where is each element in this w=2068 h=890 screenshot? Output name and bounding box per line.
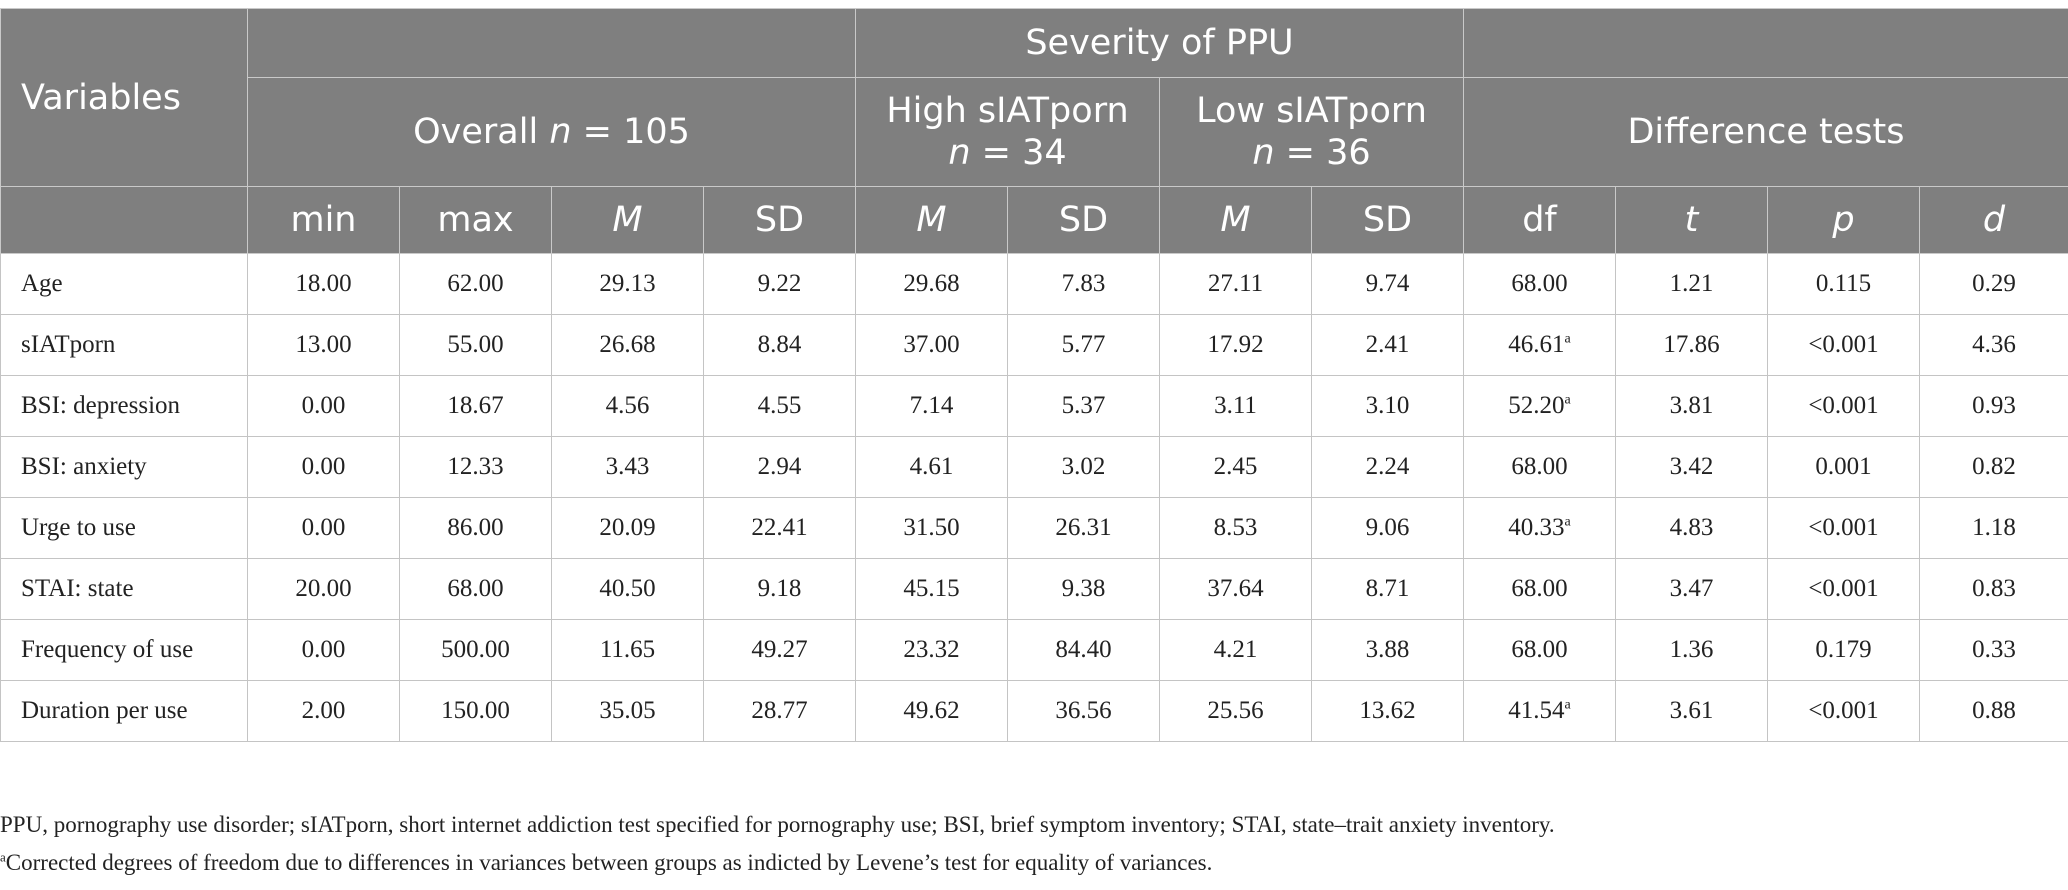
cell-high-m: 31.50	[856, 498, 1008, 559]
col-header-low-sd: SD	[1312, 187, 1464, 254]
cell-low-m: 8.53	[1160, 498, 1312, 559]
cell-max: 150.00	[400, 681, 552, 742]
cell-d: 0.83	[1920, 559, 2068, 620]
table-row	[1, 376, 2068, 437]
cell-min: 0.00	[248, 437, 400, 498]
cell-df: 46.61$^a$	[1464, 315, 1616, 376]
low-siatporn-header: Low sIATporn n = 36	[1160, 78, 1464, 187]
col-header-overall-sd: SD	[704, 187, 856, 254]
cell-t: 3.47	[1616, 559, 1768, 620]
cell-t: 3.81	[1616, 376, 1768, 437]
cell-min: 0.00	[248, 376, 400, 437]
cell-high-sd: 5.77	[1008, 315, 1160, 376]
cell-d: 0.33	[1920, 620, 2068, 681]
cell-low-sd: 9.06	[1312, 498, 1464, 559]
variables-header: Variables	[1, 9, 248, 187]
cell-low-sd: 3.10	[1312, 376, 1464, 437]
cell-t: 3.42	[1616, 437, 1768, 498]
cell-min: 0.00	[248, 498, 400, 559]
abbreviations-note: PPU, pornography use disorder; sIATporn, short internet addiction test specified for pornography use; BSI, brief symptom inventory; STAI, state–trait anxiety inventory.	[0, 812, 1555, 837]
cell-overall-sd: 9.18	[704, 559, 856, 620]
table-notes	[0, 806, 1555, 882]
cell-high-sd: 26.31	[1008, 498, 1160, 559]
cell-overall-m: 40.50	[552, 559, 704, 620]
cell-t: 1.36	[1616, 620, 1768, 681]
cell-p: <0.001	[1768, 315, 1920, 376]
cell-max: 12.33	[400, 437, 552, 498]
cell-overall-sd: 22.41	[704, 498, 856, 559]
col-header-min: min	[248, 187, 400, 254]
cell-min: 2.00	[248, 681, 400, 742]
cell-df: 68.00	[1464, 437, 1616, 498]
overall-header: Overall n = 105	[248, 78, 856, 187]
row-label: BSI: anxiety	[1, 437, 248, 498]
cell-p: <0.001	[1768, 681, 1920, 742]
col-header-high-m: M	[856, 187, 1008, 254]
overall-group-spacer	[248, 9, 856, 78]
table-row	[1, 315, 2068, 376]
cell-overall-m: 4.56	[552, 376, 704, 437]
cell-d: 0.93	[1920, 376, 2068, 437]
cell-min: 13.00	[248, 315, 400, 376]
cell-overall-sd: 49.27	[704, 620, 856, 681]
table-row	[1, 681, 2068, 742]
cell-df: 41.54$^a$	[1464, 681, 1616, 742]
col-header-overall-m: M	[552, 187, 704, 254]
table-row	[1, 498, 2068, 559]
cell-high-m: 23.32	[856, 620, 1008, 681]
cell-max: 86.00	[400, 498, 552, 559]
cell-df: 68.00	[1464, 620, 1616, 681]
cell-t: 4.83	[1616, 498, 1768, 559]
cell-p: 0.001	[1768, 437, 1920, 498]
difference-tests-header: Difference tests	[1464, 78, 2068, 187]
cell-high-sd: 3.02	[1008, 437, 1160, 498]
empty-corner	[1, 187, 248, 254]
cell-df: 52.20$^a$	[1464, 376, 1616, 437]
cell-d: 0.88	[1920, 681, 2068, 742]
cell-low-sd: 2.41	[1312, 315, 1464, 376]
cell-high-m: 4.61	[856, 437, 1008, 498]
cell-overall-sd: 4.55	[704, 376, 856, 437]
cell-low-m: 25.56	[1160, 681, 1312, 742]
cell-max: 68.00	[400, 559, 552, 620]
cell-overall-m: 3.43	[552, 437, 704, 498]
row-label: Frequency of use	[1, 620, 248, 681]
cell-p: <0.001	[1768, 498, 1920, 559]
cell-max: 18.67	[400, 376, 552, 437]
cell-p: <0.001	[1768, 376, 1920, 437]
footnote-text: Corrected degrees of freedom due to differences in variances between groups as indicted by Levene’s test for equality of variances.	[5, 850, 1213, 875]
cell-high-sd: 84.40	[1008, 620, 1160, 681]
cell-t: 17.86	[1616, 315, 1768, 376]
table-row	[1, 559, 2068, 620]
cell-high-m: 45.15	[856, 559, 1008, 620]
cell-low-sd: 2.24	[1312, 437, 1464, 498]
cell-low-sd: 9.74	[1312, 254, 1464, 315]
row-label: sIATporn	[1, 315, 248, 376]
cell-low-m: 27.11	[1160, 254, 1312, 315]
cell-d: 4.36	[1920, 315, 2068, 376]
cell-min: 20.00	[248, 559, 400, 620]
cell-df: 68.00	[1464, 559, 1616, 620]
cell-df: 40.33$^a$	[1464, 498, 1616, 559]
row-label: BSI: depression	[1, 376, 248, 437]
cell-high-sd: 7.83	[1008, 254, 1160, 315]
cell-high-m: 7.14	[856, 376, 1008, 437]
difference-group-spacer	[1464, 9, 2068, 78]
table-row	[1, 620, 2068, 681]
cell-overall-sd: 9.22	[704, 254, 856, 315]
cell-p: <0.001	[1768, 559, 1920, 620]
cell-max: 55.00	[400, 315, 552, 376]
cell-min: 18.00	[248, 254, 400, 315]
cell-p: 0.179	[1768, 620, 1920, 681]
row-label: Duration per use	[1, 681, 248, 742]
cell-low-m: 3.11	[1160, 376, 1312, 437]
cell-max: 500.00	[400, 620, 552, 681]
cell-low-sd: 13.62	[1312, 681, 1464, 742]
table-body	[1, 254, 2068, 742]
cell-d: 0.29	[1920, 254, 2068, 315]
cell-overall-m: 29.13	[552, 254, 704, 315]
cell-overall-m: 11.65	[552, 620, 704, 681]
col-header-max: max	[400, 187, 552, 254]
cell-high-sd: 5.37	[1008, 376, 1160, 437]
cell-overall-m: 20.09	[552, 498, 704, 559]
cell-t: 3.61	[1616, 681, 1768, 742]
cell-max: 62.00	[400, 254, 552, 315]
severity-header: Severity of PPU	[856, 9, 1464, 78]
col-header-t: t	[1616, 187, 1768, 254]
cell-min: 0.00	[248, 620, 400, 681]
cell-overall-m: 26.68	[552, 315, 704, 376]
cell-high-m: 49.62	[856, 681, 1008, 742]
cell-high-m: 37.00	[856, 315, 1008, 376]
cell-df: 68.00	[1464, 254, 1616, 315]
row-label: STAI: state	[1, 559, 248, 620]
results-table	[0, 8, 2068, 742]
cell-low-m: 17.92	[1160, 315, 1312, 376]
footnote-a	[0, 844, 1555, 882]
row-label: Age	[1, 254, 248, 315]
cell-t: 1.21	[1616, 254, 1768, 315]
cell-high-m: 29.68	[856, 254, 1008, 315]
col-header-p: p	[1768, 187, 1920, 254]
cell-overall-sd: 2.94	[704, 437, 856, 498]
high-siatporn-header: High sIATporn n = 34	[856, 78, 1160, 187]
col-header-low-m: M	[1160, 187, 1312, 254]
cell-low-sd: 8.71	[1312, 559, 1464, 620]
cell-high-sd: 9.38	[1008, 559, 1160, 620]
col-header-df: df	[1464, 187, 1616, 254]
cell-overall-sd: 28.77	[704, 681, 856, 742]
cell-d: 1.18	[1920, 498, 2068, 559]
cell-low-sd: 3.88	[1312, 620, 1464, 681]
row-label: Urge to use	[1, 498, 248, 559]
col-header-high-sd: SD	[1008, 187, 1160, 254]
cell-d: 0.82	[1920, 437, 2068, 498]
cell-high-sd: 36.56	[1008, 681, 1160, 742]
cell-overall-m: 35.05	[552, 681, 704, 742]
table-row	[1, 437, 2068, 498]
cell-p: 0.115	[1768, 254, 1920, 315]
table-row	[1, 254, 2068, 315]
cell-low-m: 37.64	[1160, 559, 1312, 620]
cell-low-m: 2.45	[1160, 437, 1312, 498]
col-header-d: d	[1920, 187, 2068, 254]
cell-overall-sd: 8.84	[704, 315, 856, 376]
cell-low-m: 4.21	[1160, 620, 1312, 681]
table-header	[1, 9, 2068, 254]
footnote-marker: a	[0, 849, 6, 865]
